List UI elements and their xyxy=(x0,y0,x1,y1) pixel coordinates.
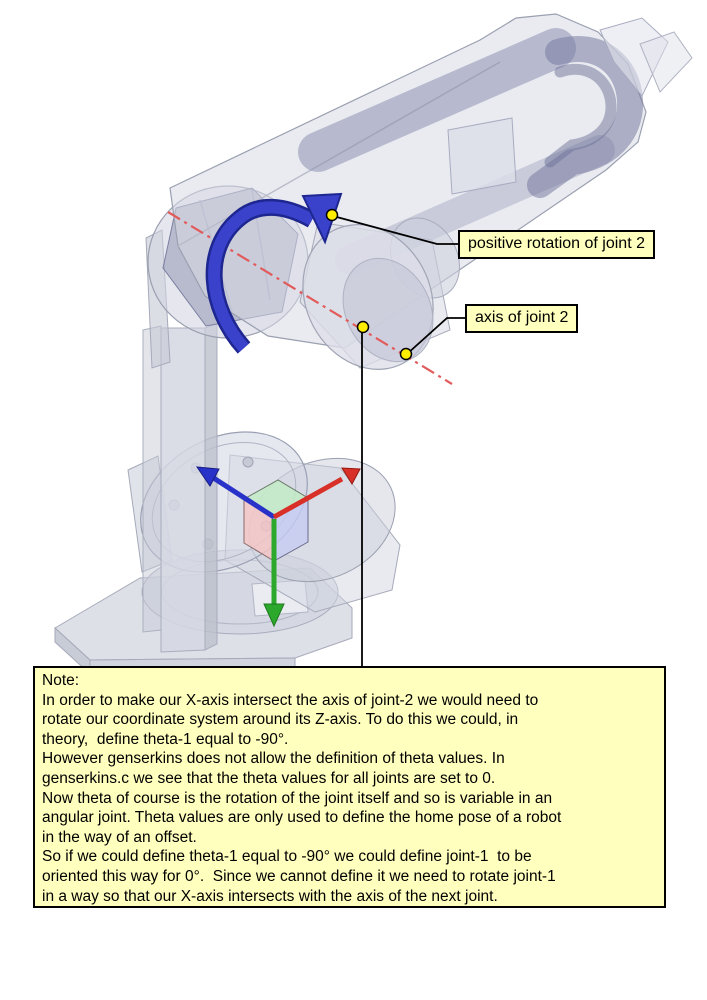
marker-dot-axis-left xyxy=(358,322,369,333)
note-line: In order to make our X-axis intersect the axis of joint-2 we would need to xyxy=(42,691,539,709)
marker-dot-rotation xyxy=(327,210,338,221)
note-line: However genserkins does not allow the definition of theta values. In xyxy=(42,750,505,768)
note-line: oriented this way for 0°. Since we cannot define it we need to rotate joint-1 xyxy=(42,867,556,885)
note-line: Now theta of course is the rotation of the joint itself and so is variable in an xyxy=(42,789,553,807)
marker-dot-axis-right xyxy=(401,349,412,360)
note-line: Note: xyxy=(42,672,80,689)
note-line: angular joint. Theta values are only used to define the home pose of a robot xyxy=(42,809,562,827)
note-line: So if we could define theta-1 equal to -90° we could define joint-1 to be xyxy=(42,848,532,866)
axis-callout-label: axis of joint 2 xyxy=(465,304,578,333)
note-line: genserkins.c we see that the theta values for all joints are set to 0. xyxy=(42,769,496,787)
rotation-callout-label: positive rotation of joint 2 xyxy=(458,230,655,259)
note-line: rotate our coordinate system around its Z-axis. To do this we could, in xyxy=(42,711,519,729)
column-link xyxy=(143,324,217,652)
note-line: theory, define theta-1 equal to -90°. xyxy=(42,730,289,748)
note-line: in the way of an offset. xyxy=(42,828,197,846)
note-line: in a way so that our X-axis intersects with the axis of the next joint. xyxy=(42,887,498,905)
note-box xyxy=(33,666,666,908)
